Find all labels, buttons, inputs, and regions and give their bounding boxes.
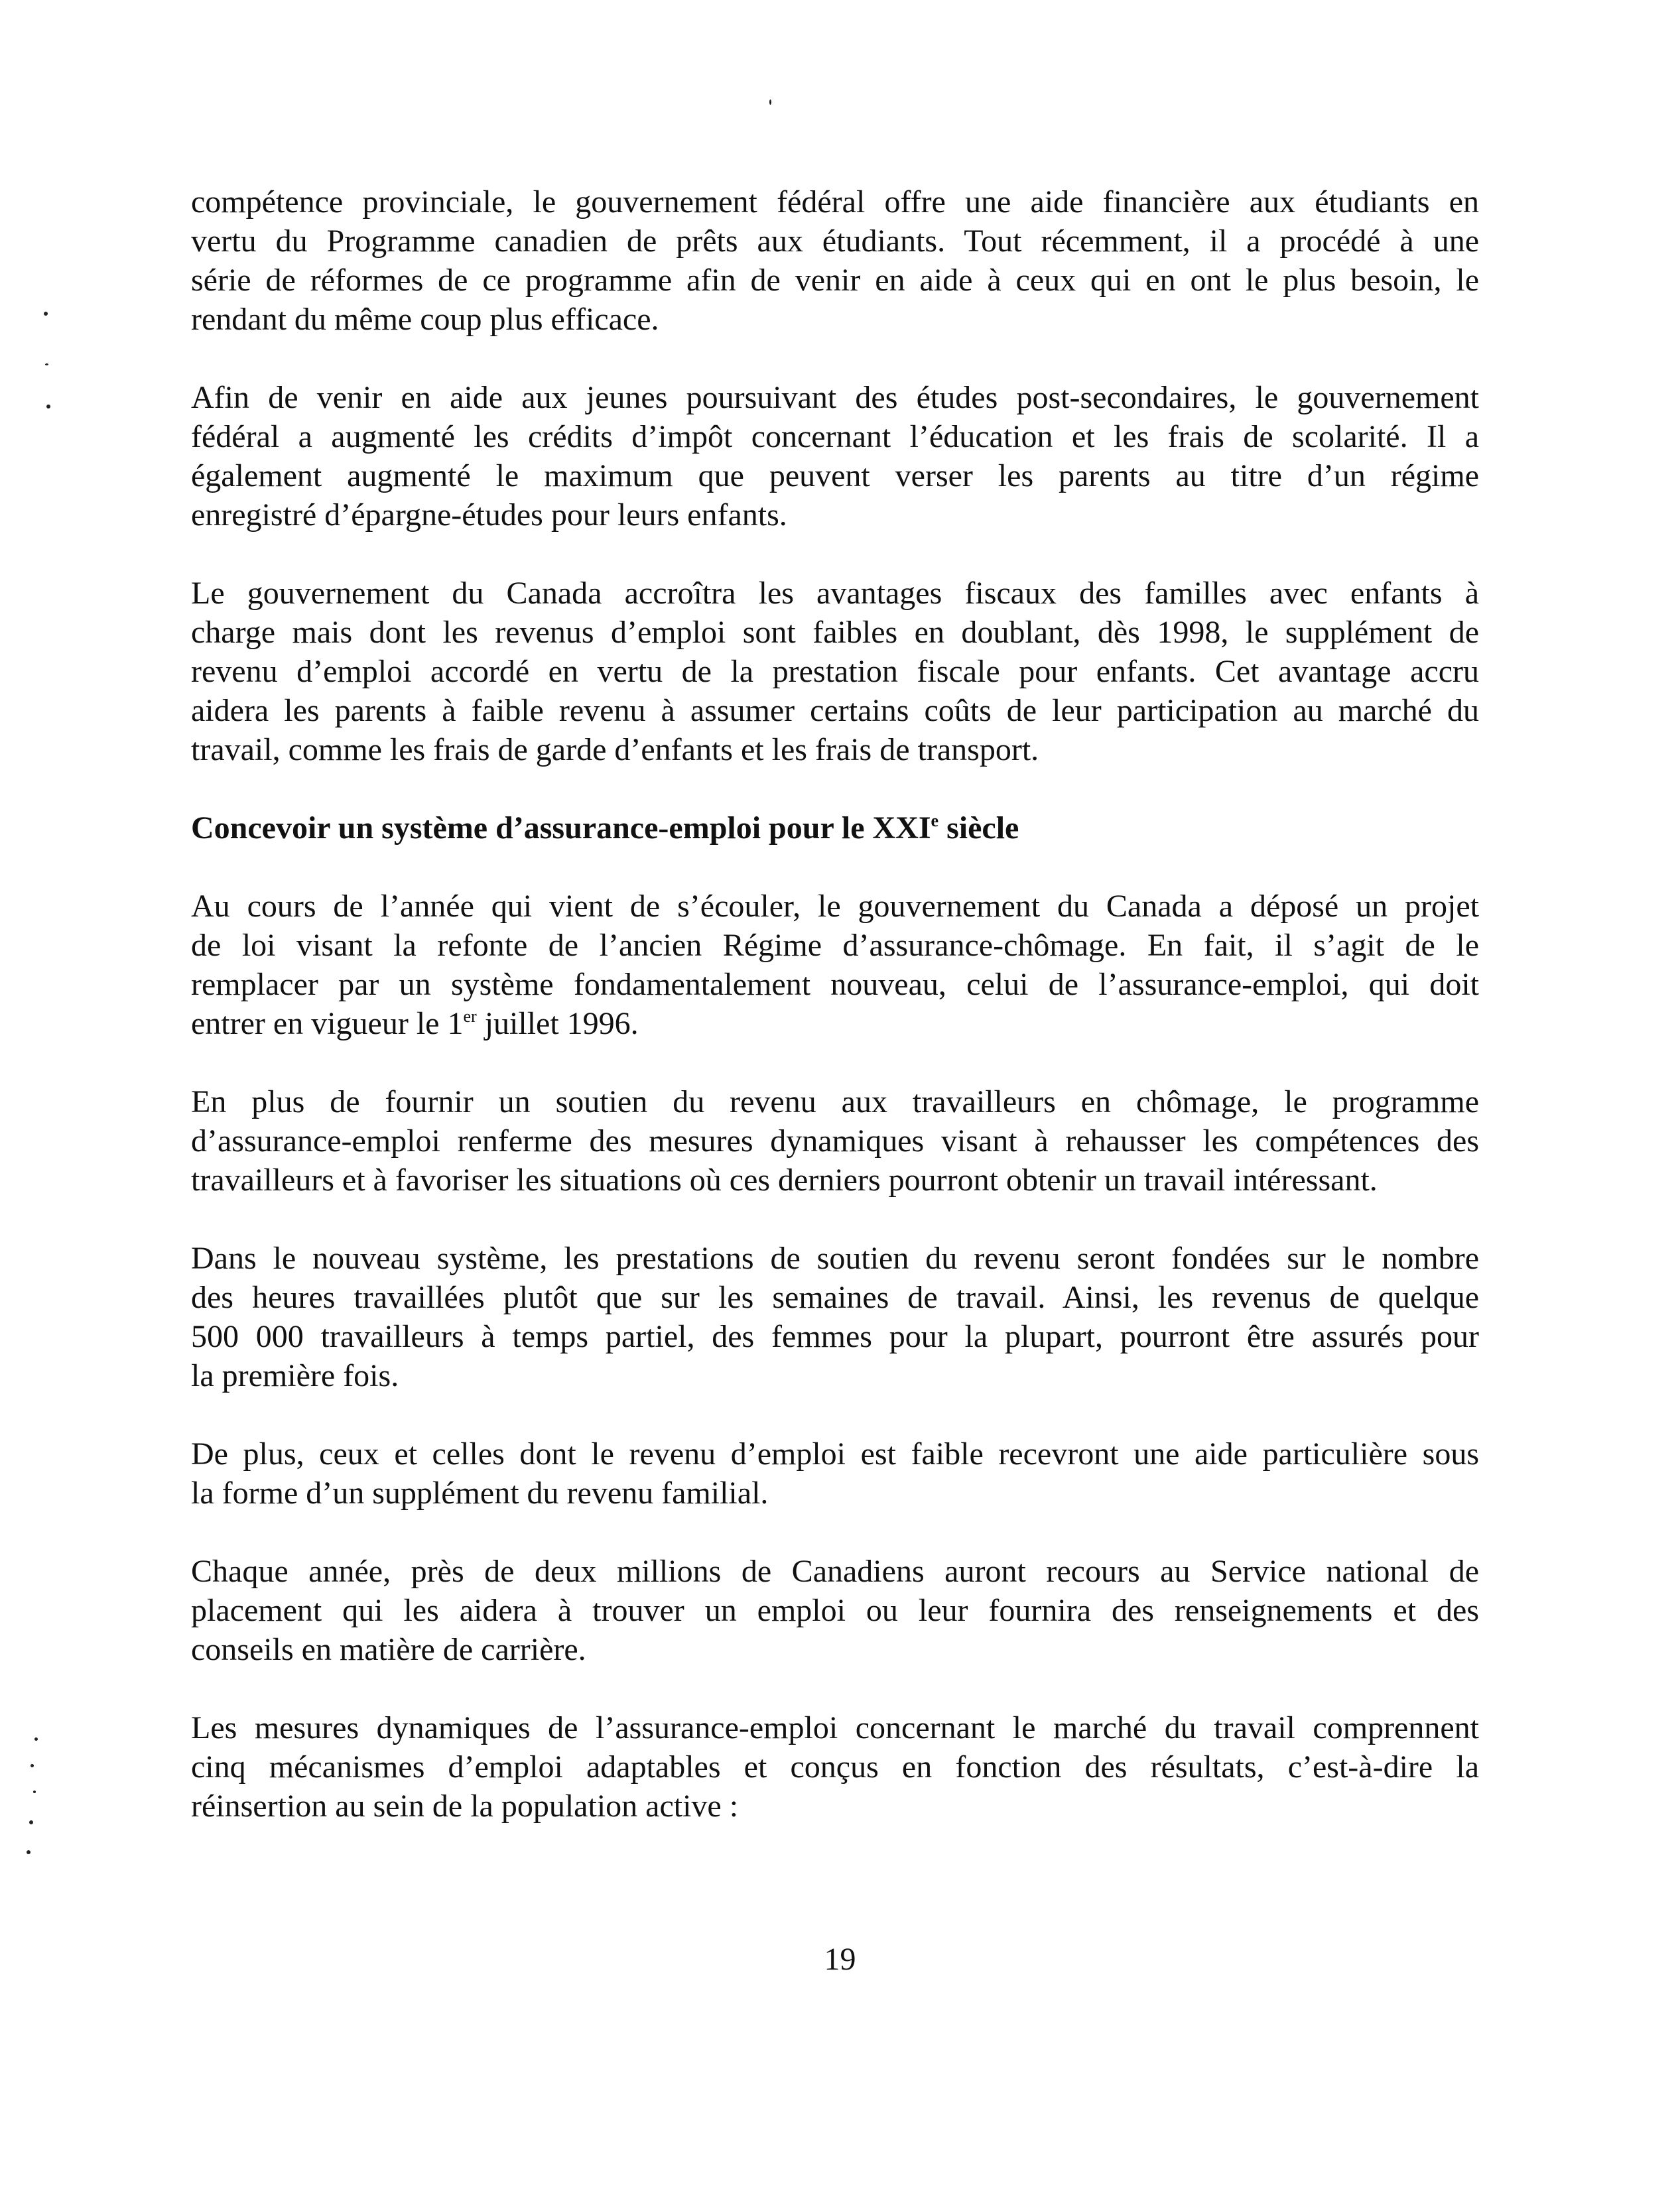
text-line: Les mesures dynamiques de l’assurance-emploi concernant le marché du travail comprennent bbox=[191, 1710, 1479, 1745]
text-line: cinq mécanismes d’emploi adaptables et conçus en fonction des résultats, c’est-à-dire la bbox=[191, 1749, 1479, 1785]
paragraph-child-benefit bbox=[191, 574, 1479, 769]
paragraph-family-supplement bbox=[191, 1434, 1479, 1513]
text-line bbox=[191, 1004, 1479, 1043]
scan-speck bbox=[31, 1764, 34, 1767]
text-line: des heures travaillées plutôt que sur les semaines de travail. Ainsi, les revenus de quelque bbox=[191, 1280, 1479, 1315]
text-line: la forme d’un supplément du revenu familial. bbox=[191, 1476, 769, 1511]
scan-speck bbox=[29, 1820, 33, 1824]
text-line: Afin de venir en aide aux jeunes poursuivant des études post-secondaires, le gouvernement bbox=[191, 380, 1479, 415]
text-line: Chaque année, près de deux millions de Canadiens auront recours au Service national de bbox=[191, 1554, 1479, 1589]
text-line: En plus de fournir un soutien du revenu aux travailleurs en chômage, le programme bbox=[191, 1084, 1479, 1119]
text-fragment: juillet 1996. bbox=[476, 1006, 639, 1041]
document-body bbox=[191, 182, 1479, 1865]
text-line: conseils en matière de carrière. bbox=[191, 1632, 586, 1667]
text-line: fédéral a augmenté les crédits d’impôt concernant l’éducation et les frais de scolarité. Il a bbox=[191, 419, 1479, 454]
text-line: travail, comme les frais de garde d’enfants et les frais de transport. bbox=[191, 732, 1039, 767]
paragraph-income-support bbox=[191, 1082, 1479, 1200]
text-line: également augmenté le maximum que peuvent verser les parents au titre d’un régime bbox=[191, 458, 1479, 493]
text-line: revenu d’emploi accordé en vertu de la prestation fiscale pour enfants. Cet avantage accru bbox=[191, 654, 1479, 689]
text-line: vertu du Programme canadien de prêts aux étudiants. Tout récemment, il a procédé à une bbox=[191, 223, 1479, 259]
scan-speck bbox=[33, 1791, 36, 1793]
heading-superscript: e bbox=[931, 811, 939, 830]
text-line: Dans le nouveau système, les prestations de soutien du revenu seront fondées sur le nombre bbox=[191, 1241, 1479, 1276]
text-line: charge mais dont les revenus d’emploi sont faibles en doublant, dès 1998, le supplément de bbox=[191, 615, 1479, 650]
text-fragment: entrer en vigueur le 1 bbox=[191, 1006, 464, 1041]
scan-speck bbox=[46, 405, 50, 409]
text-line: De plus, ceux et celles dont le revenu d’emploi est faible recevront une aide particulière sous bbox=[191, 1436, 1479, 1472]
text-line: enregistré d’épargne-études pour leurs enfants. bbox=[191, 497, 787, 533]
text-line: placement qui les aidera à trouver un emploi ou leur fournira des renseignements et des bbox=[191, 1593, 1479, 1628]
text-line: aidera les parents à faible revenu à assumer certains coûts de leur participation au marché du bbox=[191, 693, 1479, 728]
text-line: la première fois. bbox=[191, 1358, 399, 1393]
text-line: travailleurs et à favoriser les situations où ces derniers pourront obtenir un travail intéressant. bbox=[191, 1163, 1378, 1198]
text-line: Le gouvernement du Canada accroîtra les avantages fiscaux des familles avec enfants à bbox=[191, 576, 1479, 611]
heading-text-end: siècle bbox=[938, 810, 1019, 846]
paragraph-dynamic-measures bbox=[191, 1708, 1479, 1826]
text-line: série de réformes de ce programme afin de venir en aide à ceux qui en ont le plus besoin, le bbox=[191, 263, 1479, 298]
page-number: 19 bbox=[824, 1942, 856, 1977]
text-line: d’assurance-emploi renferme des mesures dynamiques visant à rehausser les compétences des bbox=[191, 1123, 1479, 1159]
text-line: compétence provinciale, le gouvernement fédéral offre une aide financière aux étudiants en bbox=[191, 184, 1479, 220]
paragraph-placement-service bbox=[191, 1552, 1479, 1669]
text-line: de loi visant la refonte de l’ancien Régime d’assurance-chômage. En fait, il s’agit de le bbox=[191, 928, 1479, 963]
scan-speck bbox=[44, 312, 48, 316]
scan-speck bbox=[45, 363, 48, 365]
paragraph-tax-credits bbox=[191, 378, 1479, 535]
scan-speck bbox=[27, 1850, 31, 1854]
paragraph-hours-worked bbox=[191, 1239, 1479, 1395]
text-line: 500 000 travailleurs à temps partiel, des femmes pour la plupart, pourront être assurés pour bbox=[191, 1319, 1479, 1354]
heading-text: Concevoir un système d’assurance-emploi pour le XXI bbox=[191, 810, 931, 846]
section-heading bbox=[191, 808, 1479, 848]
paragraph-student-aid bbox=[191, 182, 1479, 339]
date-superscript: er bbox=[463, 1007, 477, 1026]
scan-speck bbox=[769, 99, 771, 105]
text-line: Au cours de l’année qui vient de s’écouler, le gouvernement du Canada a déposé un projet bbox=[191, 889, 1479, 924]
scan-speck bbox=[34, 1737, 38, 1741]
text-line: réinsertion au sein de la population active : bbox=[191, 1789, 739, 1824]
text-line: remplacer par un système fondamentalement nouveau, celui de l’assurance-emploi, qui doit bbox=[191, 967, 1479, 1002]
paragraph-ae-intro bbox=[191, 887, 1479, 1043]
text-line: rendant du même coup plus efficace. bbox=[191, 302, 659, 337]
